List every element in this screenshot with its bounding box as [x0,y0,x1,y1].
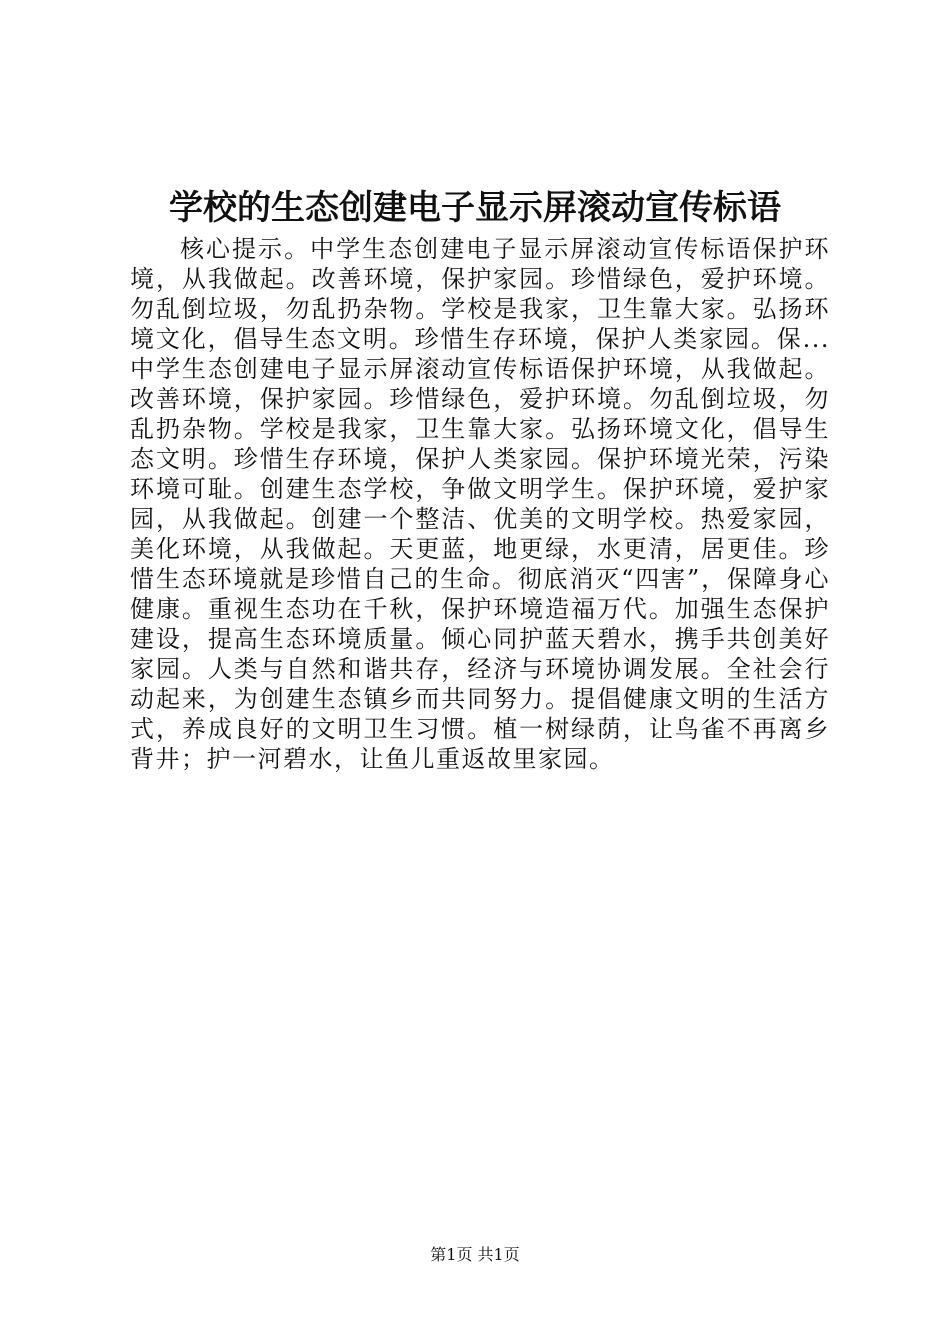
document-title: 学校的生态创建电子显示屏滚动宣传标语 [169,188,781,228]
page-footer: 第1页 共1页 [430,1245,520,1264]
document-body: 核心提示。中学生态创建电子显示屏滚动宣传标语保护环境，从我做起。改善环境，保护家园。珍惜绿色，爱护环境。勿乱倒垃圾，勿乱扔杂物。学校是我家，卫生靠大家。弘扬环境文化，倡导生态文明。珍惜生存环境，保护人类家园。保...中学生态创建电子显示屏滚动宣传标语保护环境，从我做起。改善环境，保护家园。珍惜绿色，爱护环境。勿乱倒垃圾，勿乱扔杂物。学校是我家，卫生靠大家。弘扬环境文化，倡导生态文明。珍惜生存环境，保护人类家园。保护环境光荣，污染环境可耻。创建生态学校，争做文明学生。保护环境，爱护家园，从我做起。创建一个整洁、优美的文明学校。热爱家园，美化环境，从我做起。天更蓝，地更绿，水更清，居更佳。珍惜生态环境就是珍惜自己的生命。彻底消灭“四害”，保障身心健康。重视生态功在千秋，保护环境造福万代。加强生态保护建设，提高生态环境质量。倾心同护蓝天碧水，携手共创美好家园。人类与自然和谐共存，经济与环境协调发展。全社会行动起来，为创建生态镇乡而共同努力。提倡健康文明的生活方式，养成良好的文明卫生习惯。植一树绿荫，让鸟雀不再离乡背井；护一河碧水，让鱼儿重返故里家园。 [130,235,830,773]
